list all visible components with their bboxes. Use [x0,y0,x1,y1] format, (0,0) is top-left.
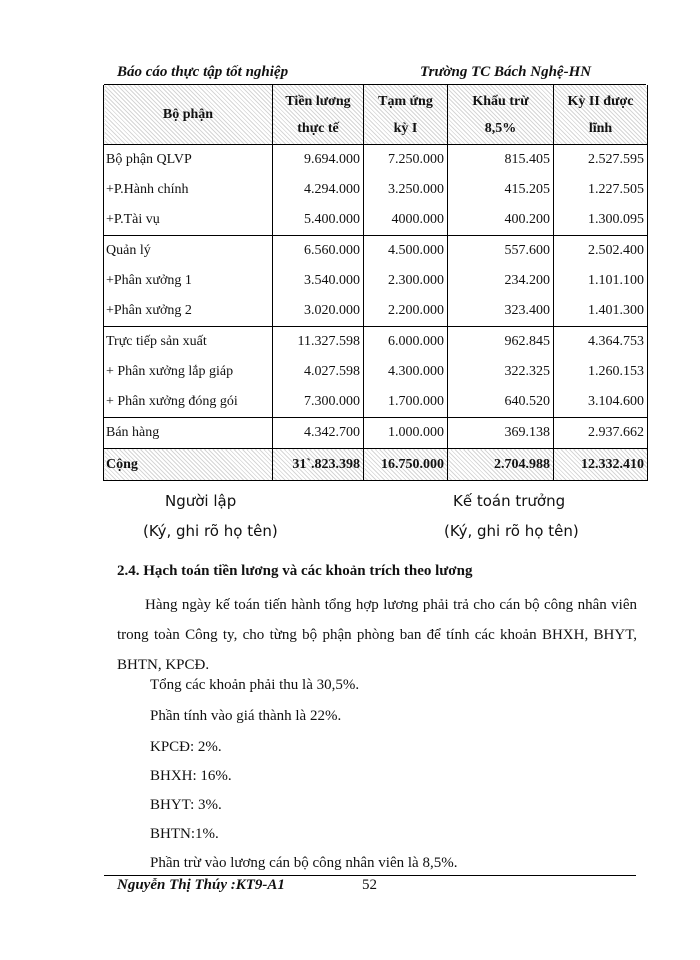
table-cell: Bán hàng [104,418,273,449]
column-header: Tạm ứng kỳ I [364,85,448,145]
table-cell: 400.200 [448,205,554,236]
table-cell: 234.200 [448,266,554,296]
text-line: BHTN:1%. [150,826,219,842]
table-cell: Bộ phận QLVP [104,145,273,176]
table-cell: 962.845 [448,327,554,358]
table-cell: 7.250.000 [364,145,448,176]
table-cell: 3.104.600 [554,387,648,418]
table-cell: 323.400 [448,296,554,327]
table-cell: 4.364.753 [554,327,648,358]
table-cell: 12.332.410 [554,449,648,481]
table-cell: 2.200.000 [364,296,448,327]
table-cell: 3.250.000 [364,175,448,205]
table-cell: 2.704.988 [448,449,554,481]
footer-author: Nguyễn Thị Thúy :KT9-A1 [117,877,285,893]
table-cell: 640.520 [448,387,554,418]
column-header: Bộ phận [104,85,273,145]
table-cell: 415.205 [448,175,554,205]
table-cell: 1.260.153 [554,357,648,387]
table-cell: 4.027.598 [273,357,364,387]
table-cell: +P.Tài vụ [104,205,273,236]
table-cell: Cộng [104,449,273,481]
table-row [104,296,648,327]
table-cell: 11.327.598 [273,327,364,358]
column-header: Khấu trừ 8,5% [448,85,554,145]
table-cell: +Phân xưởng 2 [104,296,273,327]
table-cell: 5.400.000 [273,205,364,236]
table-row [104,327,648,358]
table-cell: 1.000.000 [364,418,448,449]
table-cell: 369.138 [448,418,554,449]
signature-right-note: (Ký, ghi rõ họ tên) [444,522,579,540]
table-cell: 4.300.000 [364,357,448,387]
table-row [104,175,648,205]
header-left: Báo cáo thực tập tốt nghiệp [117,64,289,80]
table-cell: 322.325 [448,357,554,387]
table-cell: + Phân xưởng lắp giáp [104,357,273,387]
table-cell: 4000.000 [364,205,448,236]
table-cell: 9.694.000 [273,145,364,176]
table-row [104,387,648,418]
table-cell: 1.227.505 [554,175,648,205]
table-row [104,357,648,387]
table-cell: 1.101.100 [554,266,648,296]
table-cell: 4.500.000 [364,236,448,267]
signature-left-note: (Ký, ghi rõ họ tên) [143,522,278,540]
table-cell: 31`.823.398 [273,449,364,481]
salary-table [103,85,648,481]
table-row [104,266,648,296]
table-cell: 1.300.095 [554,205,648,236]
text-line: BHYT: 3%. [150,797,222,813]
signature-left-title: Người lập [165,492,237,510]
section-title: 2.4. Hạch toán tiền lương và các khoản trích theo lương [117,563,473,579]
column-header: Tiền lương thực tế [273,85,364,145]
table-cell: 6.000.000 [364,327,448,358]
total-row [104,449,648,481]
text-line: BHXH: 16%. [150,768,232,784]
table-cell: +Phân xưởng 1 [104,266,273,296]
footer-divider [104,875,636,876]
table-cell: 2.502.400 [554,236,648,267]
text-line: KPCĐ: 2%. [150,739,222,755]
table-cell: 4.294.000 [273,175,364,205]
table-cell: 2.937.662 [554,418,648,449]
text-line: Phần tính vào giá thành là 22%. [150,708,342,724]
table-cell: 4.342.700 [273,418,364,449]
table-header-row [104,85,648,145]
table-cell: 3.020.000 [273,296,364,327]
table-cell: 7.300.000 [273,387,364,418]
text-line: Tổng các khoản phải thu là 30,5%. [150,677,360,693]
table-cell: + Phân xưởng đóng gói [104,387,273,418]
column-header: Kỳ II được lĩnh [554,85,648,145]
table-cell: 16.750.000 [364,449,448,481]
text-line: Phần trừ vào lương cán bộ công nhân viên là 8,5%. [150,855,458,871]
table-row [104,145,648,176]
signature-right-title: Kế toán trưởng [453,492,566,510]
table-cell: 3.540.000 [273,266,364,296]
page-number: 52 [362,877,377,893]
table-cell: 2.300.000 [364,266,448,296]
table-row [104,236,648,267]
table-cell: 557.600 [448,236,554,267]
section-paragraph: Hàng ngày kế toán tiến hành tổng hợp lương phải trả cho cán bộ công nhân viên trong toàn Công ty, cho từng bộ phận phòng ban để tính các khoản BHXH, BHYT, BHTN, KPCĐ. [117,597,637,673]
header-right: Trường TC Bách Nghệ-HN [420,64,592,80]
table-cell: Trực tiếp sản xuất [104,327,273,358]
table-row [104,418,648,449]
table-cell: 1.700.000 [364,387,448,418]
table-cell: Quản lý [104,236,273,267]
table-cell: 1.401.300 [554,296,648,327]
table-cell: +P.Hành chính [104,175,273,205]
table-cell: 6.560.000 [273,236,364,267]
table-cell: 815.405 [448,145,554,176]
table-row [104,205,648,236]
table-cell: 2.527.595 [554,145,648,176]
